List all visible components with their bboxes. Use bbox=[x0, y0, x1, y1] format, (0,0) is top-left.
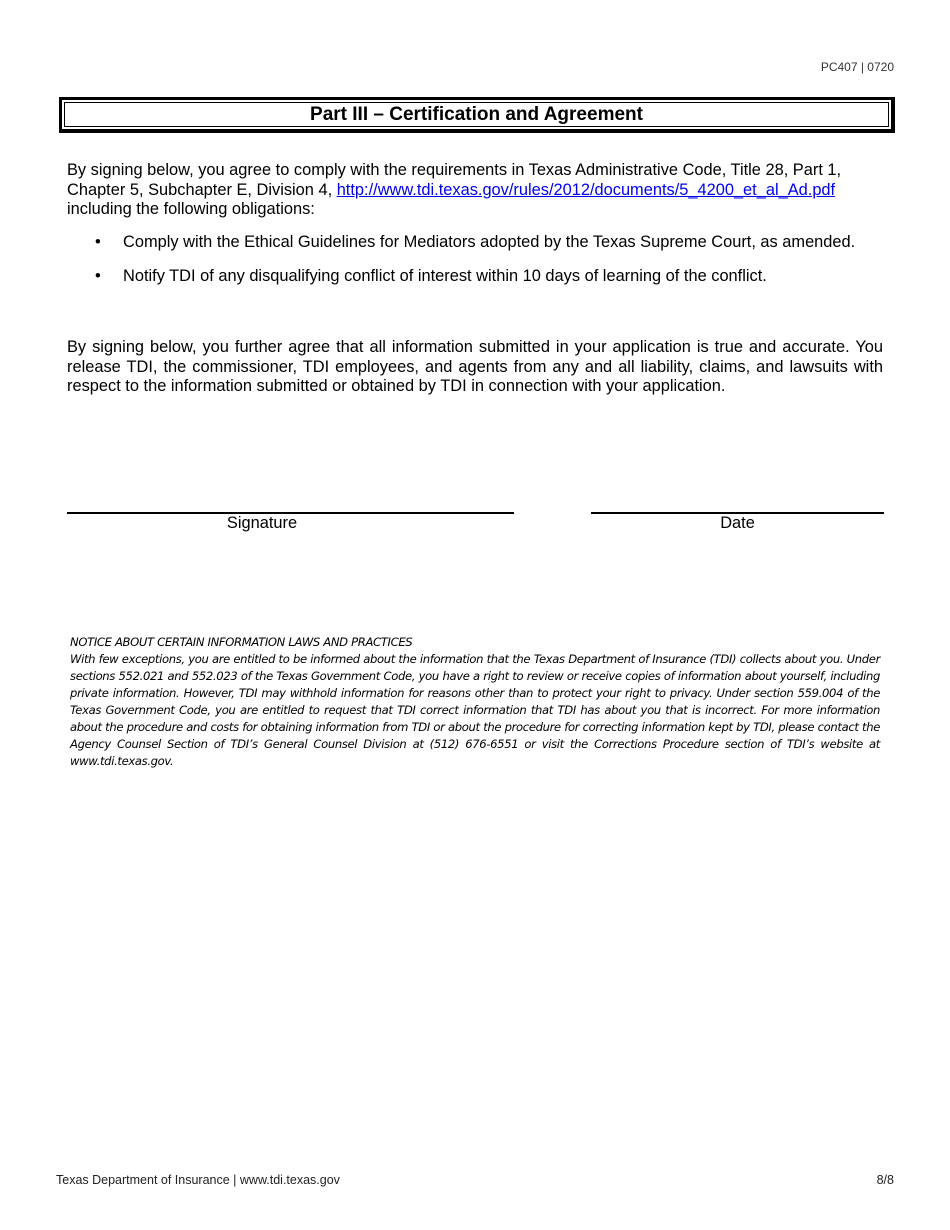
date-label: Date bbox=[720, 514, 755, 532]
obligation-text: Comply with the Ethical Guidelines for Mediators adopted by the Texas Supreme Court, as amended. bbox=[123, 233, 856, 251]
section-header bbox=[59, 97, 895, 133]
intro-text-before-link: By signing below, you agree to comply with the requirements in Texas Administrative Code, Title 28, Part 1, Chapter 5, Subchapter E, Division 4, bbox=[67, 161, 842, 199]
signature-label: Signature bbox=[226, 514, 298, 532]
bullet-icon: • bbox=[95, 266, 101, 285]
intro-text-after-link: including the following obligations: bbox=[67, 200, 315, 218]
footer-organization: Texas Department of Insurance | www.tdi.texas.gov bbox=[56, 1173, 340, 1187]
notice-body: With few exceptions, you are entitled to be informed about the information that the Texas Department of Insurance (TDI) collects about you. Under sections 552.021 and 552.023 of the Texas Government Code, you have a right to review or receive copies of information about yourself, including private information. However, TDI may withhold information for reasons other than to protect your right to privacy. Under section 559.004 of the Texas Government Code, you are entitled to request that TDI correct information that TDI has about you that is incorrect. For more information about the procedure and costs for obtaining information from TDI or about the procedure for correcting information kept by TDI, please contact the Agency Counsel Section of TDI’s General Counsel Division at (512) 676-6551 or visit the Corrections Procedure section of TDI’s website at www.tdi.texas.gov. bbox=[70, 652, 880, 768]
section-title: Part III – Certification and Agreement bbox=[64, 102, 889, 127]
tac-rules-link[interactable]: http://www.tdi.texas.gov/rules/2012/documents/5_4200_et_al_Ad.pdf bbox=[336, 180, 836, 199]
notice-title: NOTICE ABOUT CERTAIN INFORMATION LAWS AND PRACTICES bbox=[70, 635, 413, 649]
obligations-list bbox=[67, 233, 883, 300]
intro-paragraph bbox=[67, 161, 883, 220]
page-number: 8/8 bbox=[876, 1173, 894, 1187]
list-item bbox=[67, 267, 883, 287]
bullet-icon: • bbox=[95, 233, 101, 251]
obligation-text: Notify TDI of any disqualifying conflict of interest within 10 days of learning of the conflict. bbox=[123, 266, 767, 285]
agreement-paragraph: By signing below, you further agree that all information submitted in your application is true and accurate. You release TDI, the commissioner, TDI employees, and agents from any and all liability, claims, and lawsuits with respect to the information submitted or obtained by TDI in connection with your application. bbox=[67, 338, 883, 395]
form-code: PC407 | 0720 bbox=[820, 60, 894, 74]
information-notice bbox=[70, 634, 880, 770]
list-item bbox=[67, 233, 883, 253]
